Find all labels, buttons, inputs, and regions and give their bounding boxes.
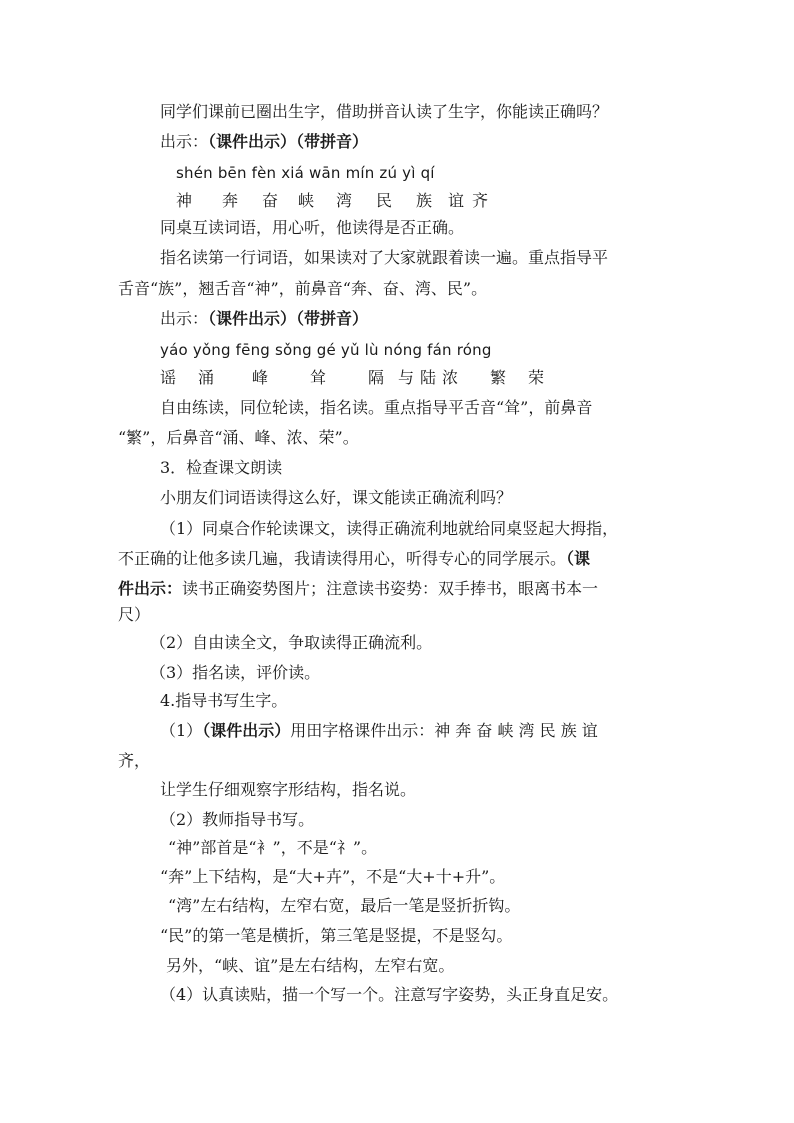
char: 齐 [472, 191, 489, 210]
paragraph: 让学生仔细观察字形结构，指名说。 [160, 780, 417, 799]
paragraph [118, 547, 590, 571]
paragraph: （1）同桌合作轮读课文，读得正确流利地就给同桌竖起大拇指， [160, 519, 619, 538]
char: 峰 [252, 368, 269, 387]
paragraph: 同学们课前已圈出生字，借助拼音认读了生字，你能读正确吗？ [160, 102, 609, 121]
paragraph [160, 719, 598, 743]
bold-text: 件出示： [118, 579, 183, 598]
paragraph: 同桌互读词语，用心听，他读得是否正确。 [160, 218, 465, 237]
show-prefix: 出示： [160, 309, 209, 328]
section-heading: 4.指导书写生字。 [160, 691, 288, 710]
bold-text: （课件出示） [202, 721, 291, 740]
paragraph: （3）指名读，评价读。 [150, 663, 321, 682]
char: 隔 [368, 368, 385, 387]
text: 不正确的让他多读几遍，我请读得用心，听得专心的同学展示。 [118, 549, 567, 568]
char: 民 [376, 191, 393, 210]
paragraph: 齐， [118, 751, 151, 770]
char: 峡 [298, 191, 315, 210]
show-line [160, 307, 368, 331]
char: 陆 [420, 368, 437, 387]
paragraph: “民”的第一笔是横折，第三笔是竖提，不是竖勾。 [160, 926, 513, 945]
show-bold: （课件出示）（带拼音） [208, 132, 369, 151]
char: 奋 [262, 191, 279, 210]
paragraph: 另外，“峡、谊”是左右结构，左窄右宽。 [166, 956, 455, 975]
char: 奔 [222, 191, 239, 210]
char: 谊 [448, 191, 465, 210]
paragraph: 尺） [118, 605, 151, 624]
paragraph: （2）教师指导书写。 [160, 810, 315, 829]
section-heading: 3．检查课文朗读 [160, 458, 283, 477]
char: 族 [416, 191, 433, 210]
text: 读书正确姿势图片；注意读书姿势：双手捧书，眼离书本一 [182, 579, 599, 598]
text: 用田字格课件出示：神 奔 奋 峡 湾 民 族 谊 [290, 721, 598, 740]
paragraph: 指名读第一行词语，如果读对了大家就跟着读一遍。重点指导平 [160, 248, 609, 267]
char: 谣 [160, 368, 177, 387]
paragraph: 小朋友们词语读得这么好，课文能读正确流利吗？ [160, 488, 513, 507]
char: 湾 [336, 191, 353, 210]
char: 浓 [442, 368, 459, 387]
paragraph: 自由练读，同位轮读，指名读。重点指导平舌音“耸”，前鼻音 [160, 398, 593, 417]
pinyin-row: shén bēn fèn xiá wān mín zú yì qí [176, 164, 435, 182]
paragraph: （2）自由读全文，争取读得正确流利。 [150, 633, 433, 652]
char: 耸 [310, 368, 327, 387]
paragraph: “繁”，后鼻音“涌、峰、浓、荣”。 [118, 428, 359, 447]
show-line [160, 130, 368, 154]
paragraph: “湾”左右结构，左窄右宽，最后一笔是竖折折钩。 [168, 896, 521, 915]
char: 繁 [490, 368, 507, 387]
paragraph: 舌音“族”，翘舌音“神”，前鼻音“奔、奋、湾、民”。 [118, 279, 488, 298]
char: 荣 [528, 368, 545, 387]
char: 神 [176, 191, 193, 210]
bold-text: （课 [566, 549, 591, 568]
paragraph: “奔”上下结构，是“大+卉”，不是“大+十+升”。 [160, 867, 506, 886]
text: （1） [160, 721, 203, 740]
char: 涌 [198, 368, 215, 387]
paragraph: （4）认真读贴，描一个写一个。注意写字姿势，头正身直足安。 [160, 985, 619, 1004]
paragraph: “神”部首是“衤”，不是“礻”。 [168, 838, 378, 857]
pinyin-row: yáo yǒng fēng sǒng gé yǔ lù nóng fán róng [160, 341, 492, 359]
paragraph [118, 577, 598, 601]
character-row [176, 189, 496, 213]
character-row [160, 366, 552, 390]
show-prefix: 出示： [160, 132, 209, 151]
char: 与 [398, 368, 415, 387]
show-bold: （课件出示）（带拼音） [208, 309, 369, 328]
